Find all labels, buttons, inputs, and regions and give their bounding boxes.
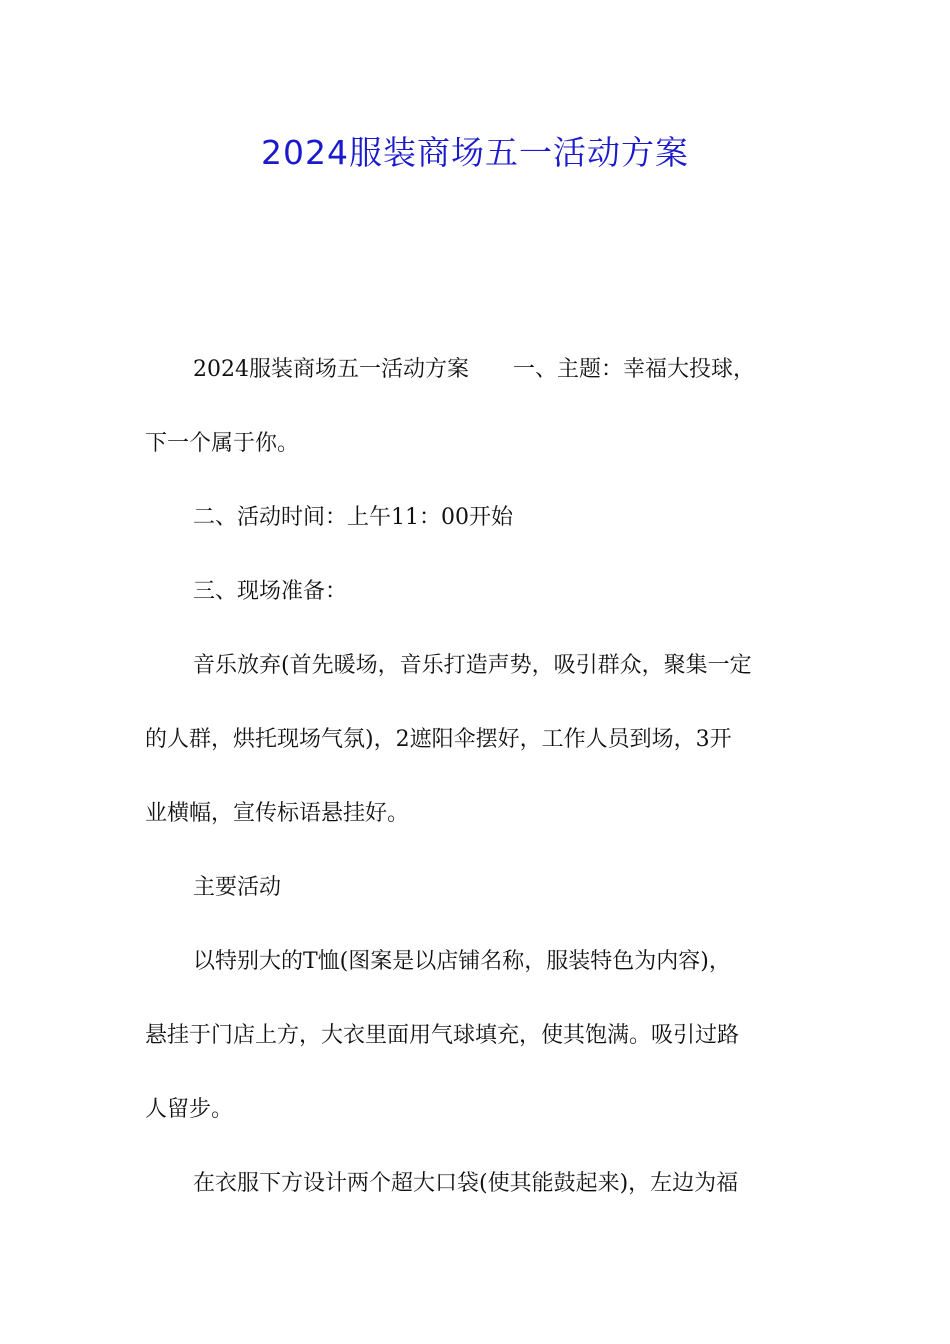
paragraph-line: 人留步。 <box>145 1097 234 1122</box>
paragraph-preparation <box>145 629 810 851</box>
document-title: 2024服装商场五一活动方案 <box>261 133 689 172</box>
paragraph-line: 在衣服下方设计两个超大口袋(使其能鼓起来)，左边为福 <box>193 1171 739 1196</box>
document-body <box>145 333 810 1221</box>
paragraph-main-activity-heading <box>145 851 810 925</box>
paragraph-line: 下一个属于你。 <box>145 431 300 456</box>
paragraph-pockets <box>145 1147 810 1221</box>
paragraph-time <box>145 481 810 555</box>
paragraph-preparation-heading <box>145 555 810 629</box>
paragraph-line: 二、活动时间：上午11：00开始 <box>193 505 513 530</box>
paragraph-theme <box>145 333 810 481</box>
paragraph-line: 三、现场准备： <box>193 579 348 604</box>
paragraph-line: 主要活动 <box>193 875 282 900</box>
paragraph-line: 音乐放弃(首先暖场，音乐打造声势，吸引群众，聚集一定 <box>193 653 752 678</box>
paragraph-line: 悬挂于门店上方，大衣里面用气球填充，使其饱满。吸引过路 <box>145 1023 740 1048</box>
paragraph-line: 2024服装商场五一活动方案 一、主题：幸福大投球， <box>193 357 755 382</box>
paragraph-line: 业横幅，宣传标语悬挂好。 <box>145 801 410 826</box>
paragraph-line: 以特别大的T恤(图案是以店铺名称，服装特色为内容)， <box>193 949 731 974</box>
paragraph-tshirt <box>145 925 810 1147</box>
paragraph-line: 的人群，烘托现场气氛)，2遮阳伞摆好，工作人员到场，3开 <box>145 727 732 752</box>
